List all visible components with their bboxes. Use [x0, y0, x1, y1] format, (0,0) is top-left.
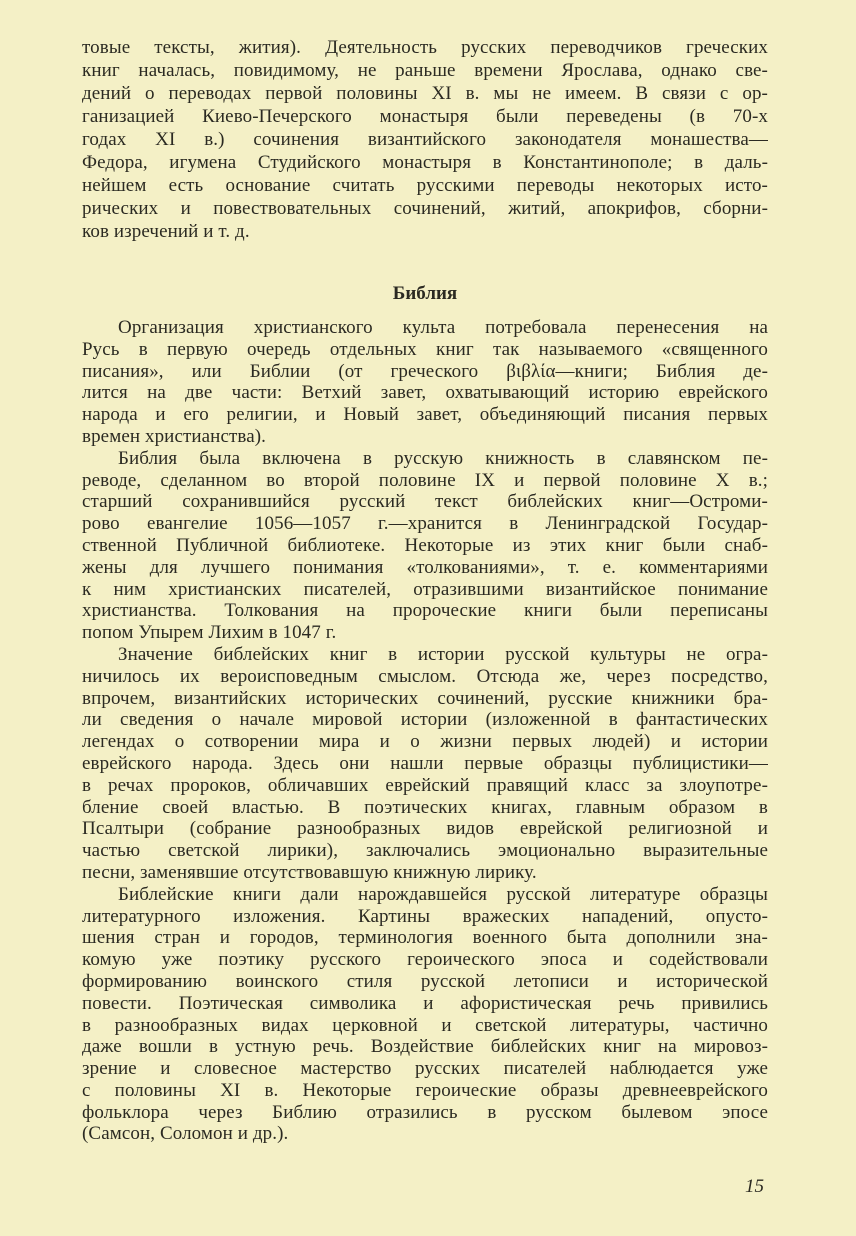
text-line: товые тексты, жития). Деятельность русских переводчиков греческих [82, 37, 768, 58]
text-line: зрение и словесное мастерство русских писателей наблюдается уже [82, 1058, 768, 1080]
text-line: ганизацией Киево-Печерского монастыря были переведены (в 70-х [82, 106, 768, 127]
intro-paragraph [82, 36, 768, 243]
page-body [82, 36, 768, 1145]
text-line: легендах о сотворении мира и о жизни первых людей) и истории [82, 731, 768, 753]
text-line: христианства. Толкования на пророческие книги были переписаны [82, 600, 768, 622]
section-heading: Библия [392, 283, 458, 304]
text-line: рических и повествовательных сочинений, житий, апокрифов, сборни- [82, 198, 768, 219]
text-line: бление своей властью. В поэтических книгах, главным образом в [82, 796, 768, 818]
text-line: Федора, игумена Студийского монастыря в Константинополе; в даль- [82, 152, 768, 173]
text-line: годах XI в.) сочинения византийского законодателя монашества— [82, 129, 768, 150]
text-line: ничилось их вероисповедным смыслом. Отсюда же, через посредство, [82, 665, 768, 687]
text-line: впрочем, византийских исторических сочинений, русские книжники бра- [82, 687, 768, 709]
text-line: писания», или Библии (от греческого βιβλία—книги; Библия де- [82, 360, 768, 382]
paragraph [82, 884, 768, 1146]
paragraph [82, 317, 768, 448]
text-line: ков изречений и т. д. [82, 221, 250, 242]
text-line: Русь в первую очередь отдельных книг так называемого «священного [82, 338, 768, 360]
text-line: жены для лучшего понимания «толкованиями», т. е. комментариями [82, 556, 768, 578]
text-line: частью светской лирики), заключались эмоционально выразительные [82, 840, 768, 862]
text-line: комую уже поэтику русского героического эпоса и содействовали [82, 949, 768, 971]
paragraph [82, 448, 768, 644]
text-line: с половины XI в. Некоторые героические образы древнееврейского [82, 1079, 768, 1101]
text-line: времен христианства). [82, 425, 267, 447]
text-line: в речах пророков, обличавших еврейский правящий класс за злоупотре- [82, 774, 768, 796]
text-line: формированию воинского стиля русской летописи и исторической [82, 970, 768, 992]
page-number: 15 [745, 1176, 764, 1197]
text-line: Библия была включена в русскую книжность в славянском пе- [118, 447, 768, 469]
text-line: книг началась, повидимому, не раньше времени Ярослава, однако све- [82, 60, 768, 81]
text-line: в разнообразных видах церковной и светской литературы, частично [82, 1014, 768, 1036]
text-line: народа и его религии, и Новый завет, объединяющий писания первых [82, 404, 768, 426]
text-line: реводе, сделанном во второй половине IX и первой половине X в.; [82, 469, 768, 491]
text-line: Значение библейских книг в истории русской культуры не огра- [118, 643, 768, 665]
text-line: Организация христианского культа потребовала перенесения на [118, 317, 768, 338]
section-body [82, 317, 768, 1145]
text-line: попом Упырем Лихим в 1047 г. [82, 622, 337, 644]
text-line: лится на две части: Ветхий завет, охватывающий историю еврейского [82, 382, 768, 404]
text-line: Библейские книги дали нарождавшейся русской литературе образцы [118, 883, 768, 905]
text-line: повести. Поэтическая символика и афористическая речь привились [82, 992, 768, 1014]
text-line: (Самсон, Соломон и др.). [82, 1123, 289, 1145]
text-line: даже вошли в устную речь. Воздействие библейских книг на мировоз- [82, 1036, 768, 1058]
text-line: ственной Публичной библиотеке. Некоторые из этих книг были снаб- [82, 534, 768, 556]
text-line: шения стран и городов, терминология военного быта дополнили зна- [82, 927, 768, 949]
text-line: к ним христианских писателей, отразившими византийское понимание [82, 578, 768, 600]
text-line: рово евангелие 1056—1057 г.—хранится в Ленинградской Государ- [82, 513, 768, 535]
text-line: еврейского народа. Здесь они нашли первые образцы публицистики— [82, 752, 768, 774]
text-line: дений о переводах первой половины XI в. мы не имеем. В связи с ор- [82, 83, 768, 104]
paragraph [82, 644, 768, 884]
text-line: песни, заменявшие отсутствовавшую книжную лирику. [82, 861, 537, 883]
text-line: литературного изложения. Картины вражеских нападений, опусто- [82, 905, 768, 927]
text-line: Псалтыри (собрание разнообразных видов еврейской религиозной и [82, 818, 768, 840]
text-line: фольклора через Библию отразились в русском былевом эпосе [82, 1101, 768, 1123]
text-line: нейшем есть основание считать русскими переводы некоторых исто- [82, 175, 768, 196]
text-line: старший сохранившийся русский текст библейских книг—Остроми- [82, 491, 768, 513]
text-line: ли сведения о начале мировой истории (изложенной в фантастических [82, 709, 768, 731]
